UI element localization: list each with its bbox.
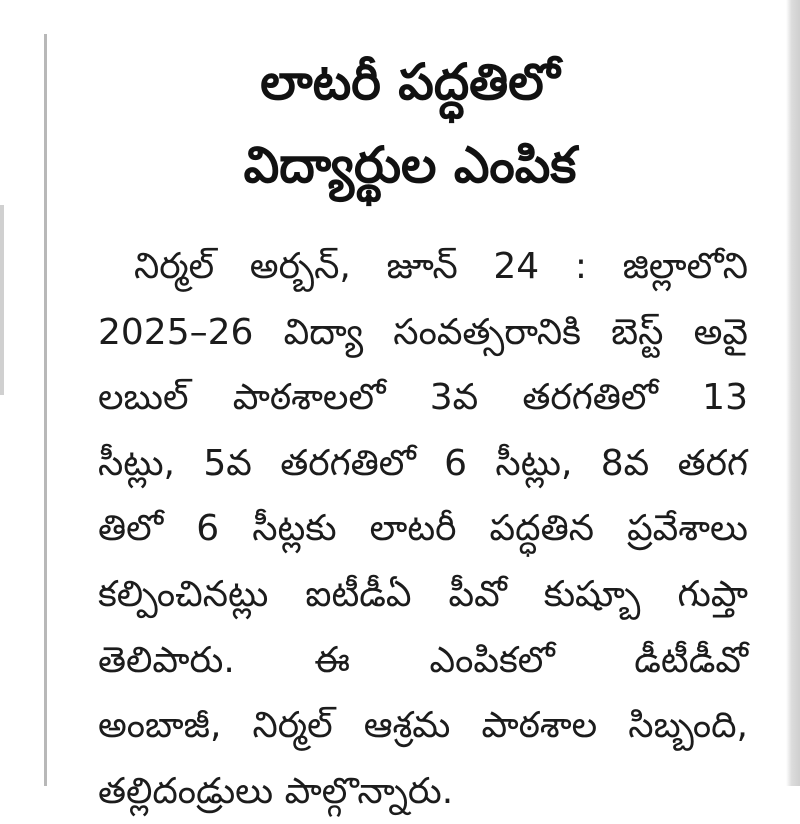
page-edge-shadow	[786, 0, 800, 786]
article-line: నిర్మల్ అర్బన్, జూన్ 24 : జిల్లాలోని	[134, 246, 748, 287]
article-line: సీట్లు, 5వ తరగతిలో 6 సీట్లు, 8వ తరగ	[98, 442, 748, 484]
page-edge-mark	[0, 205, 4, 395]
article-line: 2025–26 విద్యా సంవత్సరానికి బెస్ట్ అవై	[98, 311, 748, 353]
article-line: కల్పించినట్లు ఐటీడీఏ పీవో కుష్బూ గుప్తా	[98, 573, 748, 615]
article-line: లబుల్ పాఠశాలలో 3వ తరగతిలో 13	[98, 377, 748, 419]
article-line: అంబాజీ, నిర్మల్ ఆశ్రమ పాఠశాల సిబ్బంది,	[98, 705, 748, 747]
headline-line-2: విద్యార్థుల ఎంపిక	[243, 136, 577, 194]
column-divider	[44, 34, 47, 786]
article-line: తిలో 6 సీట్లకు లాటరీ పద్ధతిన ప్రవేశాలు	[98, 508, 748, 550]
article-line: తల్లిదండ్రులు పాల్గొన్నారు.	[98, 770, 454, 812]
headline-line-1: లాటరీ పద్ధతిలో	[260, 53, 560, 111]
article-line: తెలిపారు. ఈ ఎంపికలో డీటీడీవో	[98, 639, 748, 681]
article-body	[98, 234, 748, 824]
